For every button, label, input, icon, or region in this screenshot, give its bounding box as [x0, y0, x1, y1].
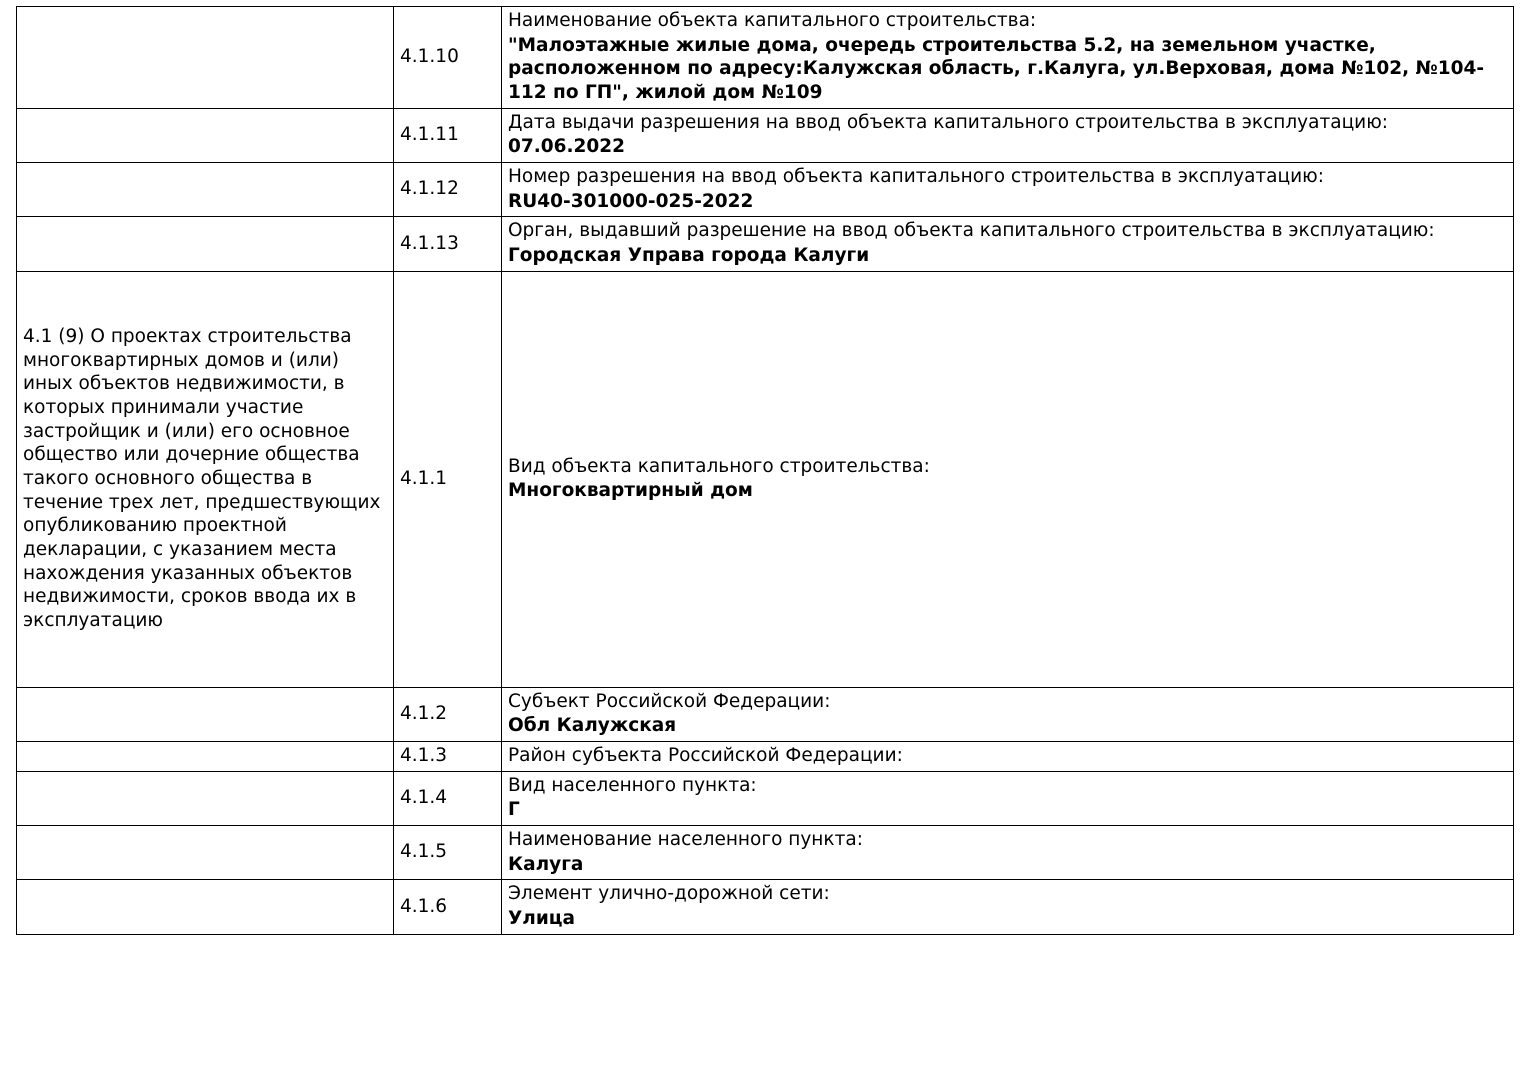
row-content-cell [502, 271, 1514, 687]
row-value: Калуга [508, 853, 584, 875]
row-label: Вид объекта капитального строительства: [508, 455, 930, 477]
row-label: Наименование объекта капитального строительства: [508, 10, 1037, 31]
row-label: Орган, выдавший разрешение на ввод объекта капитального строительства в эксплуатацию: [508, 220, 1435, 242]
row-code-cell: 4.1.5 [394, 826, 502, 880]
row-value: Городская Управа города Калуги [508, 245, 870, 267]
row-code-cell: 4.1.3 [394, 742, 502, 772]
row-value: "Малоэтажные жилые дома, очередь строительства 5.2, на земельном участке, расположенном по адресу:Калужская область, г.Калуга, ул.Верховая, дома №102, №104-112 по ГП", жилой дом №109 [508, 34, 1485, 104]
row-label: Субъект Российской Федерации: [508, 690, 831, 712]
table-row [17, 826, 1514, 880]
row-label: Наименование населенного пункта: [508, 829, 863, 851]
row-content-cell [502, 108, 1514, 162]
row-code-cell: 4.1.2 [394, 687, 502, 741]
row-content-cell [502, 742, 1514, 772]
declaration-table-body [17, 7, 1514, 935]
table-row [17, 687, 1514, 741]
row-section-cell [17, 217, 394, 271]
row-label: Элемент улично-дорожной сети: [508, 883, 830, 905]
declaration-table [16, 6, 1514, 935]
row-code-cell: 4.1.1 [394, 271, 502, 687]
table-row [17, 108, 1514, 162]
row-content-cell [502, 880, 1514, 934]
row-section-cell: 4.1 (9) О проектах строительства многоквартирных домов и (или) иных объектов недвижимости, в которых принимали участие застройщик и (или) его основное общество или дочерние общества такого основного общества в течение трех лет, предшествующих опубликованию проектной декларации, с указанием места нахождения указанных объектов недвижимости, сроков ввода их в эксплуатацию [17, 271, 394, 687]
row-section-cell [17, 163, 394, 217]
row-content-cell [502, 163, 1514, 217]
row-value: Улица [508, 908, 575, 930]
table-row [17, 163, 1514, 217]
row-content-cell [502, 7, 1514, 109]
table-row [17, 742, 1514, 772]
row-content-cell [502, 771, 1514, 825]
row-label: Район субъекта Российской Федерации: [508, 745, 903, 767]
row-label: Номер разрешения на ввод объекта капитального строительства в эксплуатацию: [508, 166, 1324, 188]
row-content-cell [502, 826, 1514, 880]
row-section-cell [17, 771, 394, 825]
row-value: Обл Калужская [508, 715, 677, 737]
row-section-cell [17, 7, 394, 109]
row-content-cell [502, 217, 1514, 271]
row-content-cell [502, 687, 1514, 741]
row-section-cell [17, 742, 394, 772]
row-value: Г [508, 799, 520, 821]
table-row [17, 217, 1514, 271]
row-section-cell [17, 880, 394, 934]
row-code-cell: 4.1.11 [394, 108, 502, 162]
table-row [17, 880, 1514, 934]
row-code-cell: 4.1.12 [394, 163, 502, 217]
row-section-cell [17, 687, 394, 741]
row-label: Вид населенного пункта: [508, 774, 757, 796]
row-value: Многоквартирный дом [508, 480, 753, 502]
row-code-cell: 4.1.10 [394, 7, 502, 109]
row-section-cell [17, 826, 394, 880]
table-row [17, 7, 1514, 109]
table-row [17, 271, 1514, 687]
row-value: 07.06.2022 [508, 136, 626, 158]
row-code-cell: 4.1.13 [394, 217, 502, 271]
table-row [17, 771, 1514, 825]
row-section-cell [17, 108, 394, 162]
row-code-cell: 4.1.6 [394, 880, 502, 934]
row-label: Дата выдачи разрешения на ввод объекта капитального строительства в эксплуатацию: [508, 111, 1389, 133]
row-value: RU40-301000-025-2022 [508, 190, 754, 212]
row-code-cell: 4.1.4 [394, 771, 502, 825]
